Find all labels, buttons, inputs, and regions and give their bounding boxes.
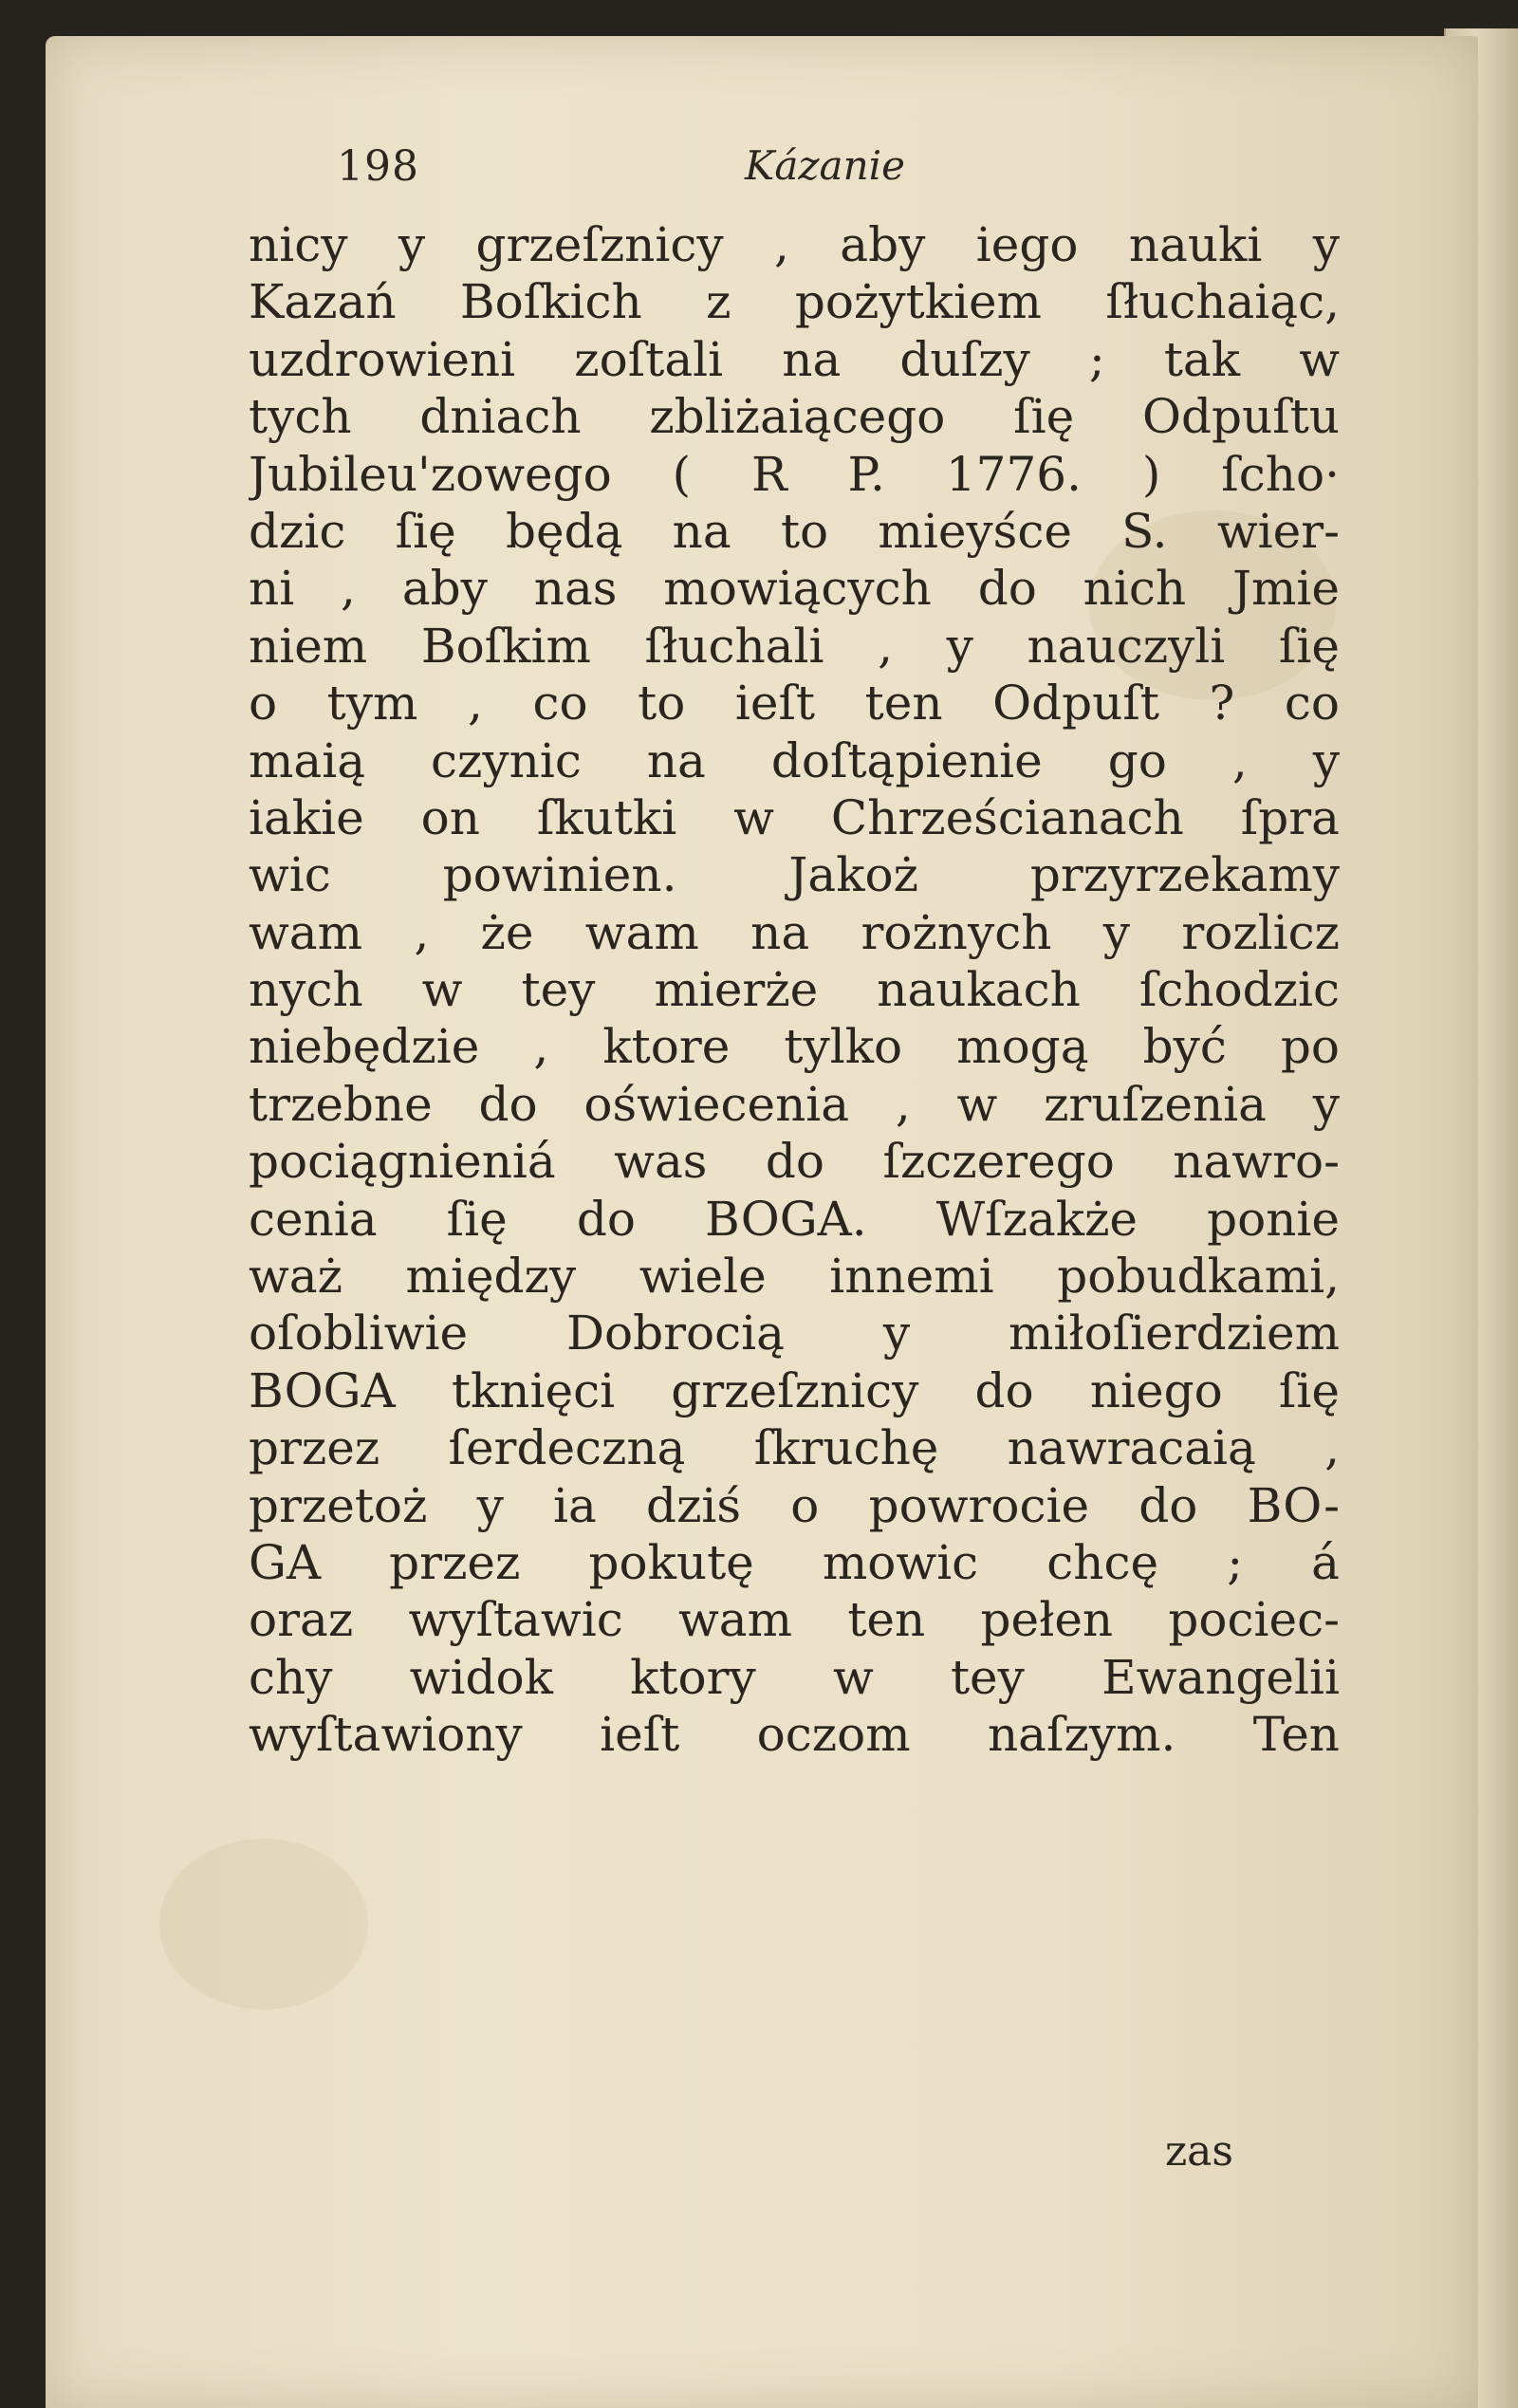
- text-line: wic powinien. Jakoż przyrzekamy: [249, 847, 1340, 903]
- text-line: chy widok ktory w tey Ewangelii: [249, 1649, 1340, 1705]
- text-line: niebędzie , ktore tylko mogą być po: [249, 1019, 1340, 1075]
- body-text: [249, 216, 1340, 1764]
- text-line: przetoż y ia dziś o powrocie do BO-: [249, 1477, 1340, 1533]
- text-line: nicy y grzeſznicy , aby iego nauki y: [249, 217, 1340, 272]
- text-line: trzebne do oświecenia , w zruſzenia y: [249, 1076, 1340, 1132]
- text-line: nych w tey mierże naukach ſchodzic: [249, 962, 1340, 1018]
- text-line: waż między wiele innemi pobudkami,: [249, 1249, 1340, 1305]
- text-line: wam , że wam na rożnych y rozlicz: [249, 904, 1340, 960]
- text-line: niem Boſkim ſłuchali , y nauczyli ſię: [249, 618, 1340, 674]
- text-line: maią czynic na doſtąpienie go , y: [249, 732, 1340, 788]
- running-head: [0, 142, 1518, 199]
- text-line: cenia ſię do BOGA. Wſzakże ponie: [249, 1191, 1340, 1247]
- page-number: 198: [337, 142, 419, 191]
- text-line: GA przez pokutę mowic chcę ; á: [249, 1534, 1340, 1590]
- text-line: pociągnieniá was do ſzczerego nawro-: [249, 1134, 1340, 1190]
- text-line: o tym , co to ieſt ten Odpuſt ? co: [249, 676, 1340, 732]
- text-line: ni , aby nas mowiących do nich Jmie: [249, 561, 1340, 617]
- text-line: oraz wyſtawic wam ten pełen pociec-: [249, 1592, 1340, 1648]
- text-line: wyſtawiony ieſt oczom naſzym. Ten: [249, 1707, 1340, 1763]
- text-line: uzdrowieni zoſtali na duſzy ; tak w: [249, 331, 1340, 387]
- text-line: Jubileu'zowego ( R P. 1776. ) ſcho·: [249, 446, 1340, 502]
- text-line: BOGA tknięci grzeſznicy do niego ſię: [249, 1362, 1340, 1418]
- text-line: iakie on ſkutki w Chrześcianach ſpra: [249, 789, 1340, 845]
- catchword: zas: [1165, 2127, 1233, 2176]
- running-title: Kázanie: [745, 142, 905, 189]
- text-line: oſobliwie Dobrocią y miłoſierdziem: [249, 1306, 1340, 1361]
- text-line: dzic ſię będą na to mieyśce S. wier-: [249, 503, 1340, 559]
- text-line: przez ſerdeczną ſkruchę nawracaią ,: [249, 1420, 1340, 1476]
- text-line: tych dniach zbliżaiącego ſię Odpuſtu: [249, 389, 1340, 445]
- text-line: Kazań Boſkich z pożytkiem ſłuchaiąc,: [249, 274, 1340, 330]
- paper-stain: [159, 1839, 368, 2010]
